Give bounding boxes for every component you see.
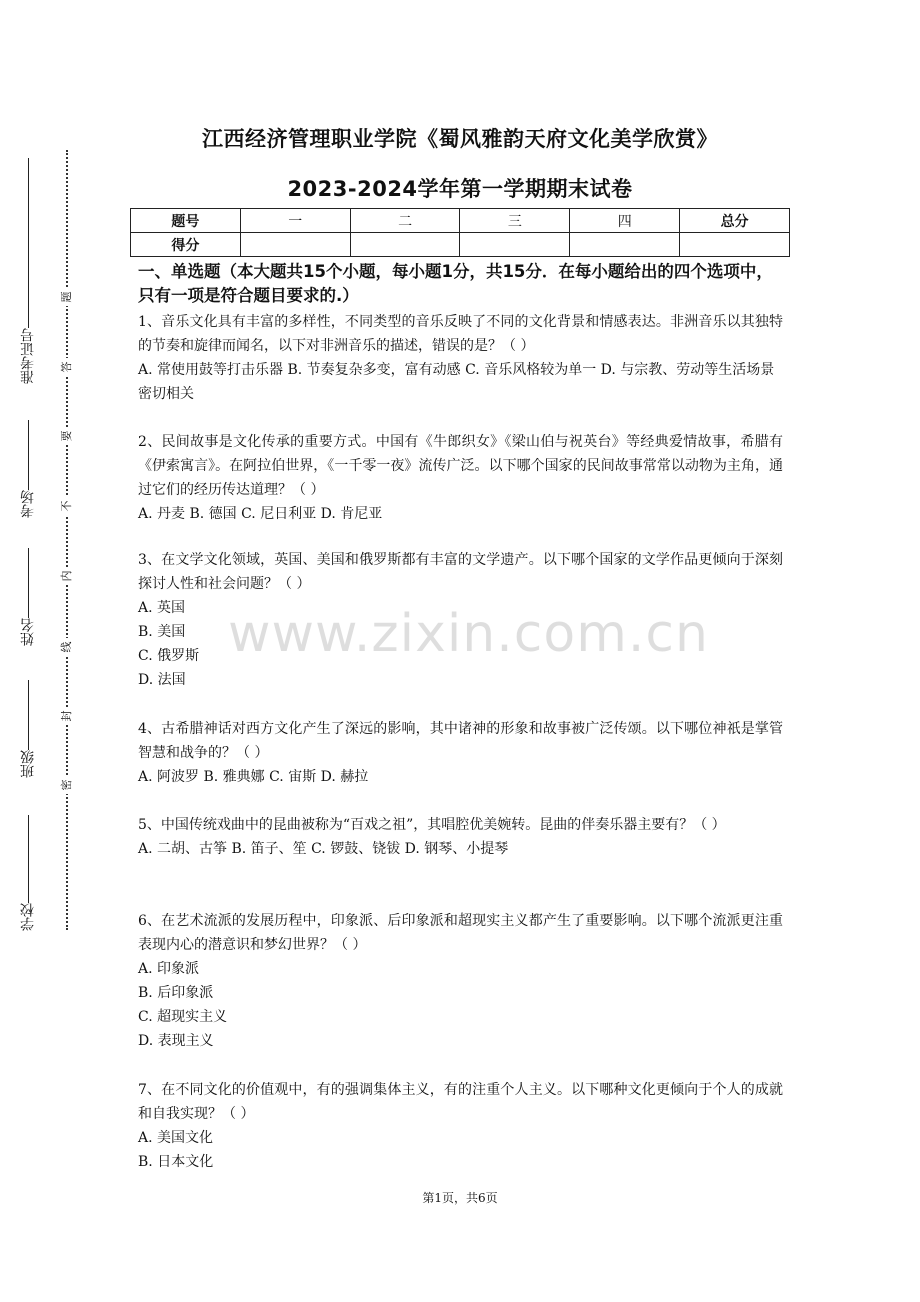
score-cell[interactable] [240, 233, 350, 257]
school-line [28, 815, 29, 903]
question-5 [138, 813, 783, 861]
exam-title-line1: 江西经济管理职业学院《蜀风雅韵天府文化美学欣赏》 [202, 127, 718, 151]
question-stem: 7、在不同文化的价值观中，有的强调集体主义，有的注重个人主义。以下哪种文化更倾向于个人的成就和自我实现？（ ） [138, 1082, 783, 1122]
question-7 [138, 1078, 783, 1174]
score-row-label: 得分 [131, 233, 241, 257]
question-option: A. 英国 [138, 600, 186, 616]
seal-char: 要 [58, 427, 76, 445]
score-header-cell: 题号 [131, 209, 241, 233]
exam-room-line [28, 420, 29, 490]
seal-char: 答 [58, 358, 76, 376]
score-cell[interactable] [460, 233, 570, 257]
question-options: A. 二胡、古筝 B. 笛子、笙 C. 锣鼓、铙钹 D. 钢琴、小提琴 [138, 841, 509, 857]
score-header-cell: 二 [350, 209, 460, 233]
watermark-text: www.zixin.com.cn [228, 604, 709, 664]
score-header-cell: 总分 [680, 209, 790, 233]
school-label: 学校 [20, 903, 36, 931]
question-4 [138, 717, 783, 789]
score-table-score-row [131, 233, 790, 257]
score-header-cell: 三 [460, 209, 570, 233]
exam-room-field [13, 420, 43, 518]
exam-room-label: 考场 [20, 490, 36, 518]
score-header-cell: 一 [240, 209, 350, 233]
question-option: D. 法国 [138, 672, 186, 688]
question-1 [138, 310, 783, 406]
seal-dotted-line [66, 150, 68, 930]
school-field [13, 815, 43, 931]
name-line [28, 548, 29, 618]
exam-number-label: 准考证号 [20, 328, 36, 384]
question-option: A. 印象派 [138, 961, 200, 977]
question-stem: 6、在艺术流派的发展历程中，印象派、后印象派和超现实主义都产生了重要影响。以下哪个流派更注重表现内心的潜意识和梦幻世界？（ ） [138, 913, 783, 953]
score-table [130, 208, 790, 257]
seal-char: 不 [58, 497, 76, 515]
class-field [13, 680, 43, 778]
score-cell[interactable] [680, 233, 790, 257]
score-header-cell: 四 [570, 209, 680, 233]
seal-char: 内 [58, 567, 76, 585]
question-stem: 2、民间故事是文化传承的重要方式。中国有《牛郎织女》《梁山伯与祝英台》等经典爱情故事，希腊有《伊索寓言》。在阿拉伯世界，《一千零一夜》流传广泛。以下哪个国家的民间故事常常以动物为主角，通过它们的经历传达道理？（ ） [138, 434, 783, 498]
section-heading: 一、单选题（本大题共15个小题，每小题1分，共15分．在每小题给出的四个选项中，只有一项是符合题目要求的.） [138, 262, 773, 305]
question-option: B. 后印象派 [138, 985, 214, 1001]
question-2 [138, 430, 783, 526]
question-stem: 5、中国传统戏曲中的昆曲被称为“百戏之祖”，其唱腔优美婉转。昆曲的伴奏乐器主要有？（ ） [138, 817, 726, 833]
question-option: A. 美国文化 [138, 1130, 214, 1146]
class-line [28, 680, 29, 750]
name-label: 姓名 [20, 618, 36, 646]
question-stem: 1、音乐文化具有丰富的多样性，不同类型的音乐反映了不同的文化背景和情感表达。非洲音乐以其独特的节奏和旋律而闻名，以下对非洲音乐的描述，错误的是？（ ） [138, 314, 783, 354]
question-option: C. 俄罗斯 [138, 648, 200, 664]
score-table-header-row [131, 209, 790, 233]
score-cell[interactable] [570, 233, 680, 257]
question-option: D. 表现主义 [138, 1033, 214, 1049]
seal-char: 封 [58, 707, 76, 725]
name-field [13, 548, 43, 646]
exam-title-line2: 2023-2024学年第一学期期末试卷 [287, 177, 633, 201]
score-cell[interactable] [350, 233, 460, 257]
seal-char: 密 [58, 776, 76, 794]
class-label: 班级 [20, 750, 36, 778]
seal-char: 线 [58, 638, 76, 656]
question-option: B. 美国 [138, 624, 186, 640]
question-options: A. 常使用鼓等打击乐器 B. 节奏复杂多变，富有动感 C. 音乐风格较为单一 D. 与宗教、劳动等生活场景密切相关 [138, 362, 775, 402]
seal-char: 题 [58, 288, 76, 306]
page-footer: 第1页，共6页 [422, 1191, 498, 1205]
question-option: C. 超现实主义 [138, 1009, 228, 1025]
question-options: A. 丹麦 B. 德国 C. 尼日利亚 D. 肯尼亚 [138, 506, 383, 522]
question-stem: 4、古希腊神话对西方文化产生了深远的影响，其中诸神的形象和故事被广泛传颂。以下哪位神祇是掌管智慧和战争的？（ ） [138, 721, 783, 761]
question-option: B. 日本文化 [138, 1154, 214, 1170]
question-6 [138, 909, 783, 1053]
question-stem: 3、在文学文化领域，英国、美国和俄罗斯都有丰富的文学遗产。以下哪个国家的文学作品更倾向于深刻探讨人性和社会问题？（ ） [138, 552, 783, 592]
question-options: A. 阿波罗 B. 雅典娜 C. 宙斯 D. 赫拉 [138, 769, 369, 785]
